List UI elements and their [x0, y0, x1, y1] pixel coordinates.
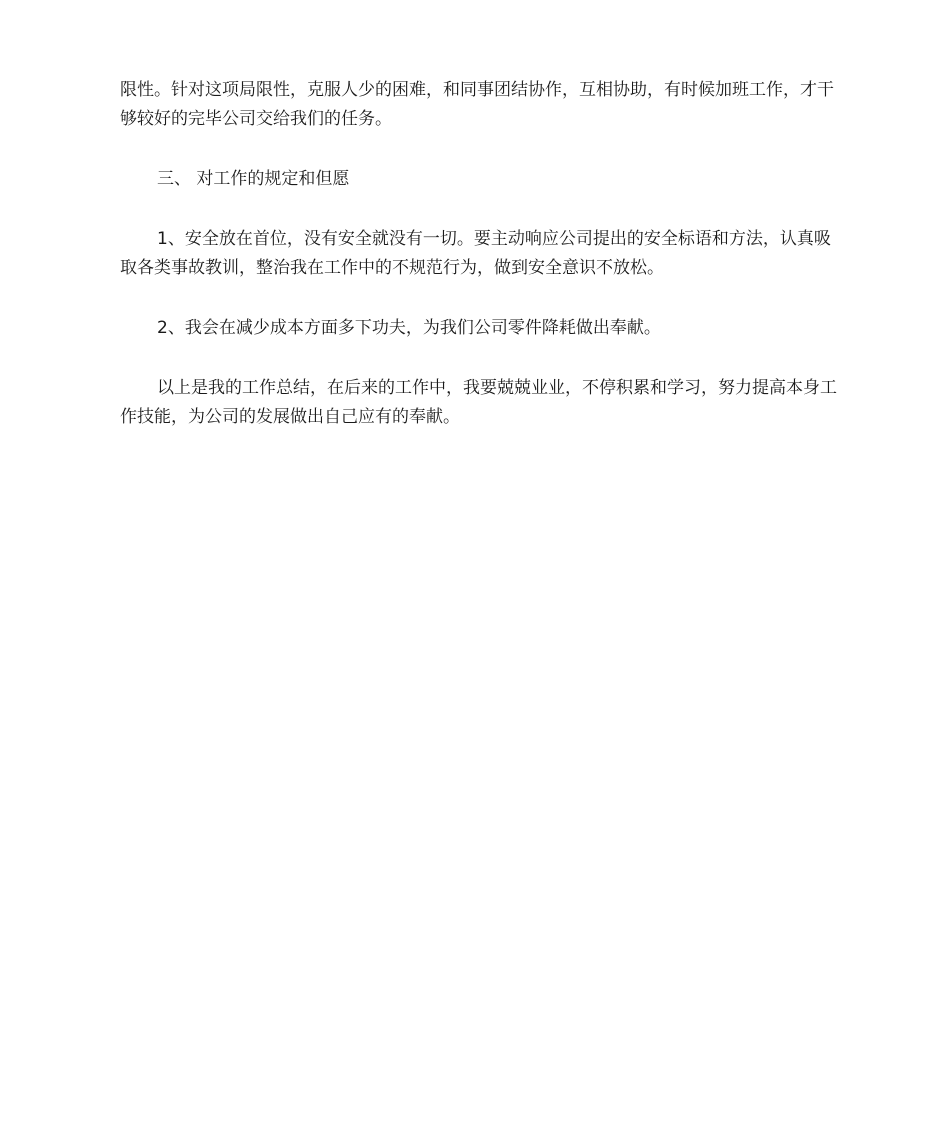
paragraph-cost-reduction: 2、我会在减少成本方面多下功夫，为我们公司零件降耗做出奉献。 [157, 318, 661, 338]
paragraph-summary: 以上是我的工作总结，在后来的工作中，我要兢兢业业，不停积累和学习，努力提高本身工作技能，为公司的发展做出自己应有的奉献。 [120, 378, 837, 427]
paragraph-safety-first: 1、安全放在首位，没有安全就没有一切。要主动响应公司提出的安全标语和方法，认真吸取各类事故教训，整治我在工作中的不规范行为，做到安全意识不放松。 [120, 229, 831, 278]
section-heading-three: 三、 对工作的规定和但愿 [157, 169, 350, 189]
document-body [120, 76, 842, 432]
paragraph-continuation: 限性。针对这项局限性，克服人少的困难，和同事团结协作，互相协助，有时候加班工作，才干够较好的完毕公司交给我们的任务。 [120, 80, 834, 129]
